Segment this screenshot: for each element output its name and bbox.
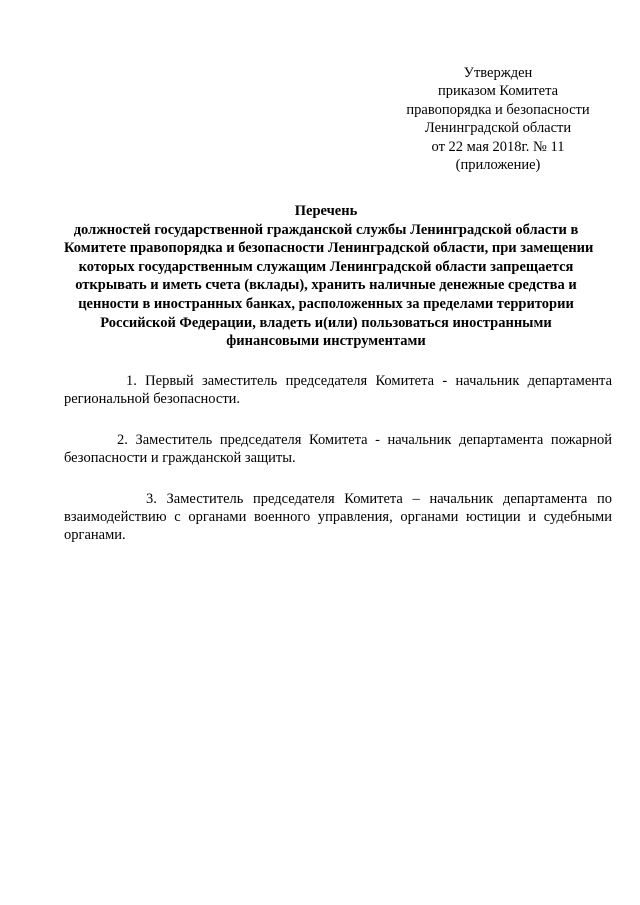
- approval-stamp: [388, 64, 608, 174]
- title-line: Комитете правопорядка и безопасности Ленинградской области, при замещении: [64, 240, 594, 257]
- title-line: которых государственным служащим Ленинградской области запрещается: [78, 258, 574, 275]
- title-line: должностей государственной гражданской службы Ленинградской области в: [73, 221, 579, 238]
- approval-line: приказом Комитета: [437, 83, 559, 100]
- approval-date-line: от 22 мая 2018г. № 11: [431, 138, 565, 155]
- title-line: Российской Федерации, владеть и(или) пользоваться иностранными: [100, 314, 552, 331]
- title-line: финансовыми инструментами: [226, 333, 426, 350]
- approval-line: Ленинградской области: [424, 120, 572, 137]
- approval-line: Утвержден: [463, 65, 533, 81]
- list-item: 1. Первый заместитель председателя Комитета - начальник департамента региональной безопасности.: [64, 373, 612, 408]
- approval-line: правопорядка и безопасности: [406, 101, 590, 118]
- approval-line: (приложение): [455, 157, 541, 174]
- list-item: 3. Заместитель председателя Комитета – начальник департамента по взаимодействию с органами военного управления, органами юстиции и судебными органами.: [64, 490, 612, 544]
- list-item: 2. Заместитель председателя Комитета - начальник департамента пожарной безопасности и гражданской защиты.: [64, 431, 612, 467]
- document-title: [64, 202, 594, 351]
- title-heading: Перечень: [294, 203, 358, 219]
- title-line: ценности в иностранных банках, расположенных за пределами территории: [78, 295, 574, 312]
- title-line: открывать и иметь счета (вклады), хранить наличные денежные средства и: [75, 277, 577, 294]
- positions-list: [64, 372, 612, 545]
